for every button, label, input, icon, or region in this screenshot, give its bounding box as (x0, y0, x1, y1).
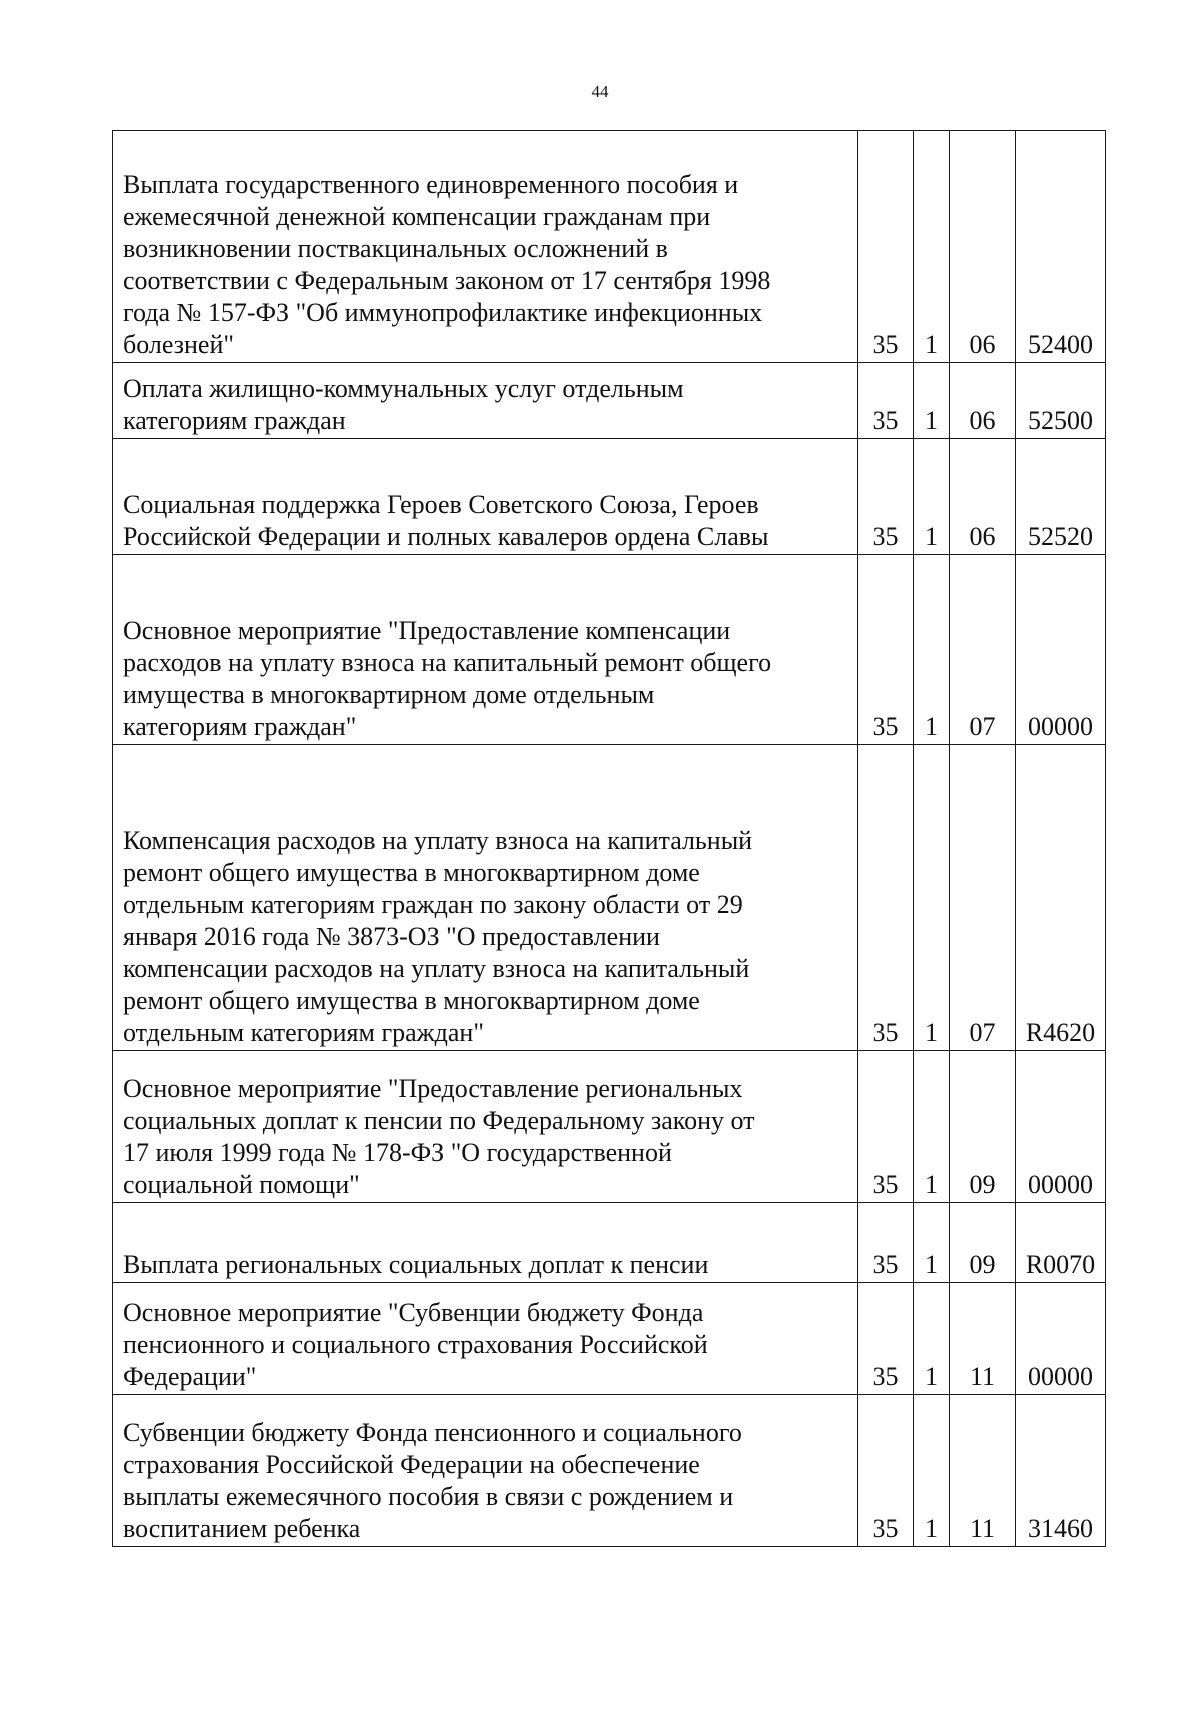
activity-code: 06 (950, 131, 1016, 363)
activity-code: 07 (950, 745, 1016, 1051)
activity-code: 06 (950, 439, 1016, 555)
subprogram-code: 1 (914, 745, 950, 1051)
program-code: 35 (858, 745, 914, 1051)
program-code: 35 (858, 363, 914, 439)
subprogram-code: 1 (914, 1395, 950, 1547)
activity-code: 11 (950, 1283, 1016, 1395)
program-code: 35 (858, 439, 914, 555)
direction-code: 31460 (1016, 1395, 1106, 1547)
program-code: 35 (858, 131, 914, 363)
subprogram-code: 1 (914, 363, 950, 439)
activity-code: 07 (950, 555, 1016, 745)
program-code: 35 (858, 1395, 914, 1547)
row-name: Основное мероприятие "Предоставление компенсации расходов на уплату взноса на капитальный ремонт общего имущества в многоквартирном доме отдельным категориям граждан" (113, 555, 858, 745)
activity-code: 06 (950, 363, 1016, 439)
row-name: Основное мероприятие "Предоставление региональных социальных доплат к пенсии по Федеральному закону от 17 июля 1999 года № 178-ФЗ "О государственной социальной помощи" (113, 1051, 858, 1203)
direction-code: R0070 (1016, 1203, 1106, 1283)
subprogram-code: 1 (914, 439, 950, 555)
table-row (113, 1283, 1106, 1395)
activity-code: 11 (950, 1395, 1016, 1547)
row-name: Выплата региональных социальных доплат к пенсии (113, 1203, 858, 1283)
row-name: Выплата государственного единовременного пособия и ежемесячной денежной компенсации гражданам при возникновении поствакцинальных осложнений в соответствии с Федеральным законом от 17 сентября 1998 года № 157-ФЗ "Об иммунопрофилактике инфекционных болезней" (113, 131, 858, 363)
row-name: Субвенции бюджету Фонда пенсионного и социального страхования Российской Федерации на обеспечение выплаты ежемесячного пособия в связи с рождением и воспитанием ребенка (113, 1395, 858, 1547)
table-row (113, 363, 1106, 439)
subprogram-code: 1 (914, 1051, 950, 1203)
direction-code: 00000 (1016, 1051, 1106, 1203)
row-name: Социальная поддержка Героев Советского Союза, Героев Российской Федерации и полных кавалеров ордена Славы (113, 439, 858, 555)
table-row (113, 1051, 1106, 1203)
subprogram-code: 1 (914, 131, 950, 363)
program-code: 35 (858, 1203, 914, 1283)
row-name: Основное мероприятие "Субвенции бюджету Фонда пенсионного и социального страхования Российской Федерации" (113, 1283, 858, 1395)
subprogram-code: 1 (914, 1283, 950, 1395)
direction-code: R4620 (1016, 745, 1106, 1051)
table-row (113, 555, 1106, 745)
activity-code: 09 (950, 1203, 1016, 1283)
subprogram-code: 1 (914, 555, 950, 745)
activity-code: 09 (950, 1051, 1016, 1203)
program-code: 35 (858, 1051, 914, 1203)
row-name: Компенсация расходов на уплату взноса на капитальный ремонт общего имущества в многоквартирном доме отдельным категориям граждан по закону области от 29 января 2016 года № 3873-ОЗ "О предоставлении компенсации расходов на уплату взноса на капитальный ремонт общего имущества в многоквартирном доме отдельным категориям граждан" (113, 745, 858, 1051)
table-row (113, 131, 1106, 363)
direction-code: 52500 (1016, 363, 1106, 439)
direction-code: 52400 (1016, 131, 1106, 363)
table-row (113, 745, 1106, 1051)
page-number: 44 (591, 82, 609, 101)
program-code: 35 (858, 1283, 914, 1395)
budget-classification-table (112, 130, 1106, 1547)
program-code: 35 (858, 555, 914, 745)
table-row (113, 1203, 1106, 1283)
table-row (113, 1395, 1106, 1547)
direction-code: 00000 (1016, 555, 1106, 745)
row-name: Оплата жилищно-коммунальных услуг отдельным категориям граждан (113, 363, 858, 439)
direction-code: 52520 (1016, 439, 1106, 555)
table-row (113, 439, 1106, 555)
subprogram-code: 1 (914, 1203, 950, 1283)
direction-code: 00000 (1016, 1283, 1106, 1395)
